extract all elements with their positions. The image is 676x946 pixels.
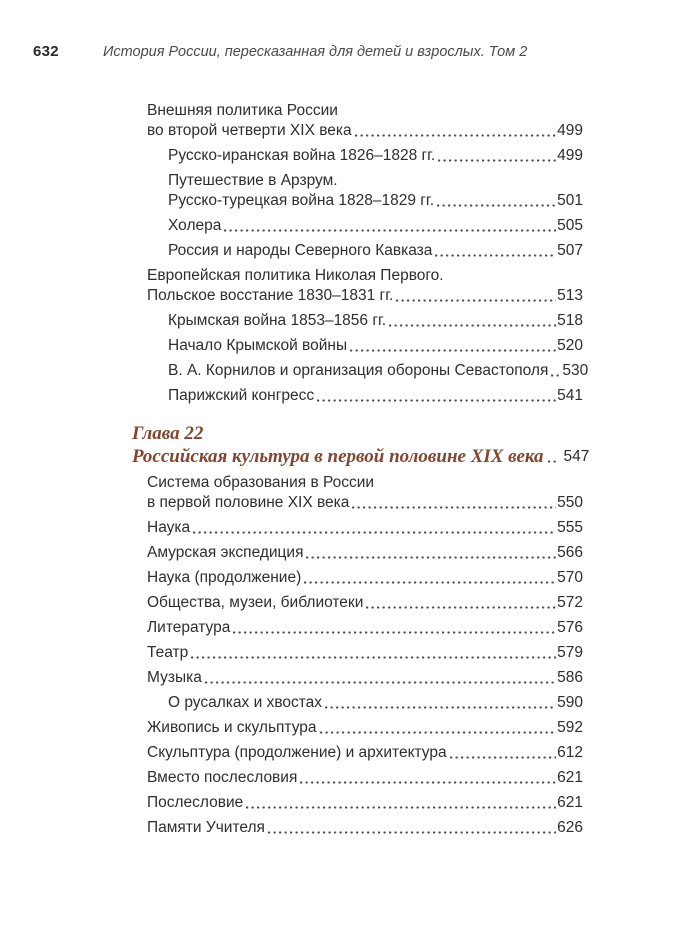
toc-entry [132,386,583,406]
toc-leader-dots [224,216,556,232]
toc-leader-dots [300,768,556,784]
toc-leader-dots [350,336,556,352]
toc-leader-dots [437,191,556,207]
toc-page-number: 592 [557,719,583,736]
toc-leader-dots [306,543,556,559]
toc-entry-title-line: Россия и народы Северного Кавказа [168,242,433,259]
toc-entry [132,101,583,141]
toc-entry [132,743,583,763]
toc-page-number: 621 [557,769,583,786]
toc-entry [132,768,583,788]
toc-leader-dots [355,121,556,137]
toc-entry-title-line: Театр [147,644,189,661]
toc-page-number: 547 [563,448,590,465]
toc-leader-dots [396,286,556,302]
toc-entry-title-line: В. А. Корнилов и организация обороны Севастополя [168,362,549,379]
toc-entry-title-line: Холера [168,217,222,234]
toc-entry [132,718,583,738]
toc-page-number: 590 [557,694,583,711]
toc-entry [132,473,583,513]
toc-page-number: 550 [557,494,583,511]
toc-entry-title-line: Крымская война 1853–1856 гг. [168,312,387,329]
toc-entry-title-line: во второй четверти XIX века [147,122,352,139]
toc-leader-dots [205,668,556,684]
page-number: 632 [33,43,59,60]
toc-leader-dots [325,693,556,709]
toc-leader-dots [193,518,556,534]
toc-entry [132,793,583,813]
toc-page-number: 566 [557,544,583,561]
toc-page-number: 576 [557,619,583,636]
toc-entry-title-line: Скульптура (продолжение) и архитектура [147,744,447,761]
toc-leader-dots [304,568,556,584]
toc-page-number: 626 [557,819,583,836]
toc-leader-dots [191,643,556,659]
toc-leader-dots [551,361,561,377]
toc-entry [132,241,583,261]
toc-entry-title-line: Вместо послесловия [147,769,298,786]
toc-entry-title-line: Внешняя политика России [147,102,338,119]
toc-entry [132,818,583,838]
toc-page-number: 518 [557,312,583,329]
toc-page-number: 555 [557,519,583,536]
toc-leader-dots [548,445,558,463]
toc-entry-title-line: Музыка [147,669,202,686]
toc-leader-dots [438,146,556,162]
toc-entry-title-line: Послесловие [147,794,244,811]
toc-leader-dots [435,241,556,257]
toc-entry-title-line: Начало Крымской войны [168,337,348,354]
toc-entry-title-line: Русско-иранская война 1826–1828 гг. [168,147,436,164]
toc-page-number: 586 [557,669,583,686]
toc-page-number: 579 [557,644,583,661]
toc-entry [132,543,583,563]
page-header [0,42,676,66]
toc-leader-dots [320,718,557,734]
toc-page-number: 570 [557,569,583,586]
toc-entry [132,336,583,356]
toc-leader-dots [246,793,556,809]
toc-entry [132,311,583,331]
toc-entry [132,643,583,663]
toc-entry-title-line: Путешествие в Арзрум. [168,172,338,189]
toc-page-number: 507 [557,242,583,259]
toc-entry-title-line: Живопись и скульптура [147,719,317,736]
table-of-contents [132,101,590,838]
toc-entry-title-line: Парижский конгресс [168,387,315,404]
toc-entry-title-line: Наука [147,519,191,536]
toc-page-number: 520 [557,337,583,354]
toc-entry-title-line: О русалках и хвостах [168,694,323,711]
toc-page-number: 530 [562,362,589,379]
toc-page-number: 501 [557,192,583,209]
toc-entry [132,171,583,211]
toc-page-number: 541 [557,387,583,404]
toc-entry [132,518,583,538]
toc-entry [132,593,583,613]
toc-leader-dots [317,386,556,402]
toc-leader-dots [233,618,556,634]
toc-leader-dots [268,818,556,834]
running-book-title: История России, пересказанная для детей и взрослых. Том 2 [103,44,528,60]
toc-entry-title-line: Наука (продолжение) [147,569,302,586]
toc-page-number: 621 [557,794,583,811]
toc-entry [132,216,583,236]
toc-page-number: 505 [557,217,583,234]
chapter-title: Российская культура в первой половине XIX века [132,446,544,467]
toc-entry [132,146,583,166]
toc-entry [132,618,583,638]
toc-page-number: 513 [557,287,583,304]
toc-page-number: 499 [557,122,583,139]
toc-entry-title-line: Система образования в России [147,474,375,491]
toc-entry [132,568,583,588]
toc-leader-dots [450,743,557,759]
toc-entry-title-line: Памяти Учителя [147,819,265,836]
chapter-heading [132,422,590,468]
toc-page-number: 499 [557,147,583,164]
toc-leader-dots [366,593,556,609]
toc-entry-title-line: Общества, музеи, библиотеки [147,594,364,611]
toc-leader-dots [352,493,556,509]
toc-entry-title-line: Амурская экспедиция [147,544,304,561]
toc-page-number: 612 [557,744,583,761]
toc-entry [132,266,583,306]
toc-entry-title-line: Польское восстание 1830–1831 гг. [147,287,394,304]
toc-entry-title-line: Русско-турецкая война 1828–1829 гг. [168,192,434,209]
toc-entry-title-line: Европейская политика Николая Первого. [147,267,444,284]
chapter-number-label: Глава 22 [132,423,204,444]
toc-entry-title-line: в первой половине XIX века [147,494,350,511]
toc-entry [132,361,589,381]
toc-entry [132,693,583,713]
toc-entry-title-line: Литература [147,619,231,636]
toc-entry [132,668,583,688]
toc-page-number: 572 [557,594,583,611]
toc-leader-dots [389,311,556,327]
